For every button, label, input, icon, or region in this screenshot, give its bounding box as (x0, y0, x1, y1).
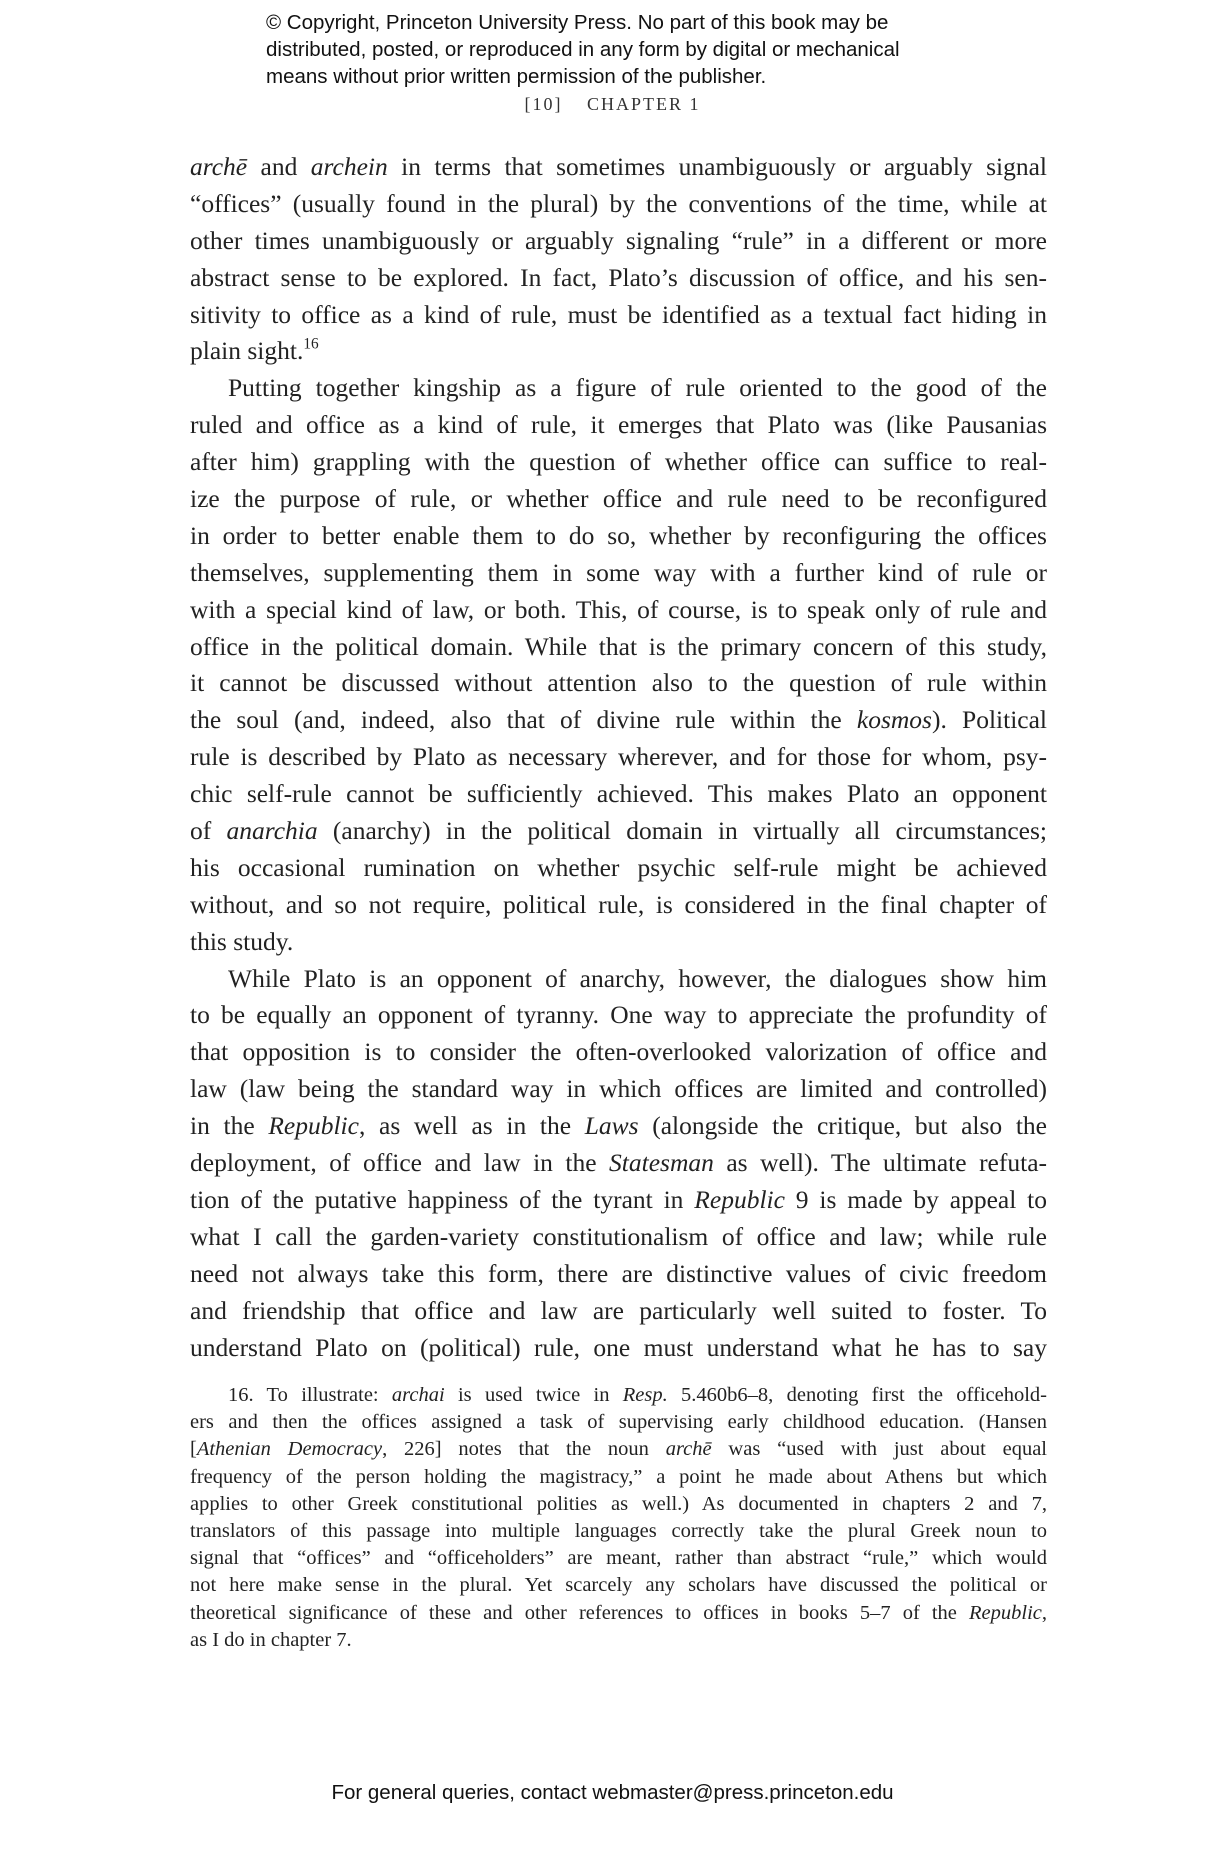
text-run[interactable]: in the (190, 1111, 269, 1141)
copyright-line: distributed, posted, or reproduced in any form by digital or mechanical (266, 37, 900, 61)
text-run[interactable]: as well). The ultimate refuta- (713, 1148, 1048, 1178)
text-line (190, 887, 1047, 924)
text-run[interactable]: office in the political domain. While that is the primary concern of this study, (190, 631, 1047, 661)
text-line (190, 1572, 1047, 1599)
text-run[interactable]: 16. To illustrate: (228, 1384, 392, 1406)
text-line (190, 961, 1047, 998)
text-line (190, 1293, 1047, 1330)
text-line (190, 1071, 1047, 1108)
text-line (190, 555, 1047, 592)
footnote-ref[interactable]: 16 (303, 335, 319, 353)
text-run[interactable]: , 226] notes that the noun (382, 1438, 666, 1461)
text-run[interactable]: rule is described by Plato as necessary wherever, and for those for whom, psy- (190, 742, 1047, 772)
text-line (190, 1409, 1047, 1436)
text-run[interactable]: While Plato is an opponent of anarchy, however, the dialogues show him (228, 963, 1047, 993)
copyright-line: © Copyright, Princeton University Press. No part of this book may be (266, 11, 889, 34)
text-line (190, 149, 1047, 186)
text-line (190, 1108, 1047, 1145)
text-line (190, 1518, 1047, 1545)
text-run[interactable]: deployment, of office and law in the (190, 1148, 610, 1178)
text-line (190, 1256, 1047, 1293)
text-line (190, 186, 1047, 223)
text-run[interactable]: without, and so not require, political rule, is considered in the final chapter of (190, 889, 1047, 919)
footnotes (190, 1382, 1047, 1654)
text-run[interactable]: chic self-rule cannot be sufficiently achieved. This makes Plato an opponent (190, 779, 1047, 809)
text-run[interactable]: abstract sense to be explored. In fact, Plato’s discussion of office, and his sen- (190, 262, 1047, 292)
text-line (190, 1545, 1047, 1572)
italic-text: archein (310, 152, 388, 181)
text-run[interactable]: the soul (and, indeed, also that of divine rule within the (190, 705, 857, 735)
text-line (190, 924, 1047, 961)
text-run[interactable]: , (1041, 1601, 1047, 1624)
text-run[interactable]: after him) grappling with the question of whether office can suffice to real- (190, 447, 1047, 477)
text-run[interactable]: ize the purpose of rule, or whether office and rule need to be reconfigured (190, 484, 1047, 514)
text-line (190, 1491, 1047, 1518)
text-run[interactable]: 9 is made by appeal to (784, 1184, 1047, 1214)
text-run[interactable]: (anarchy) in the political domain in virtually all circumstances; (317, 816, 1047, 846)
text-line (190, 223, 1047, 260)
text-line (190, 1034, 1047, 1071)
text-line (190, 592, 1047, 629)
text-run[interactable]: with a special kind of law, or both. This, of course, is to speak only of rule and (190, 594, 1047, 624)
copyright-line: means without prior written permission of the publisher. (266, 64, 767, 88)
italic-text: Laws (584, 1111, 639, 1141)
text-run[interactable]: [ (190, 1438, 197, 1461)
text-run[interactable]: in order to better enable them to do so, whether by reconfiguring the offices (190, 520, 1047, 550)
italic-text: kosmos (856, 705, 932, 735)
text-run[interactable]: translators of this passage into multiple languages correctly take the plural Greek noun to (190, 1519, 1047, 1542)
text-run[interactable]: , as well as in the (358, 1111, 585, 1141)
text-line (190, 850, 1047, 887)
footnote (190, 1382, 1047, 1654)
text-run[interactable]: 5.460b6–8, denoting first the officehold- (667, 1384, 1047, 1406)
text-line (190, 260, 1047, 297)
text-line (190, 665, 1047, 702)
text-run[interactable]: applies to other Greek constitutional polities as well.) As documented in chapters 2 and 7, (190, 1492, 1047, 1515)
paragraph (190, 370, 1047, 960)
text-run[interactable]: “offices” (usually found in the plural) by the conventions of the time, while at (190, 188, 1047, 218)
text-run[interactable]: what I call the garden-variety constitutionalism of office and law; while rule (190, 1221, 1047, 1251)
paragraph (190, 961, 1047, 1367)
italic-text: Statesman (609, 1148, 714, 1178)
text-line (190, 1382, 1047, 1409)
text-run[interactable]: Putting together kingship as a figure of rule oriented to the good of the (228, 373, 1047, 403)
footer-contact: For general queries, contact webmaster@press.princeton.edu (331, 1781, 894, 1804)
running-head (0, 94, 1225, 115)
text-run[interactable]: ). Political (931, 705, 1048, 735)
text-run[interactable]: sitivity to office as a kind of rule, must be identified as a textual fact hiding in (190, 299, 1047, 329)
text-run[interactable]: themselves, supplementing them in some way with a further kind of rule or (190, 557, 1047, 587)
text-line (190, 1627, 1047, 1654)
text-line (190, 333, 1047, 370)
text-run[interactable]: is used twice in (444, 1384, 623, 1406)
italic-text: Republic (694, 1184, 785, 1214)
text-line (190, 1600, 1047, 1627)
text-run[interactable]: and friendship that office and law are particularly well suited to foster. To (190, 1295, 1047, 1325)
text-line (190, 776, 1047, 813)
text-line (190, 997, 1047, 1034)
text-run[interactable]: was “used with just about equal (711, 1438, 1047, 1461)
text-line (190, 813, 1047, 850)
text-run[interactable]: signal that “offices” and “officeholders” are meant, rather than abstract “rule,” which would (190, 1547, 1047, 1570)
text-run[interactable]: of (190, 816, 227, 846)
italic-text: anarchia (226, 816, 318, 846)
body-text (190, 149, 1047, 1366)
text-line (190, 407, 1047, 444)
paragraph (190, 149, 1047, 370)
text-run[interactable]: in terms that sometimes unambiguously or arguably signal (387, 152, 1047, 181)
chapter-label: CHAPTER 1 (586, 94, 701, 114)
text-run[interactable]: to be equally an opponent of tyranny. One way to appreciate the profundity of (190, 1000, 1047, 1030)
text-run[interactable]: his occasional rumination on whether psychic self-rule might be achieved (190, 852, 1047, 882)
text-run[interactable]: theoretical significance of these and other references to offices in books 5–7 of the (190, 1601, 969, 1624)
italic-text: archai (391, 1384, 445, 1406)
text-run[interactable]: need not always take this form, there are distinctive values of civic freedom (190, 1258, 1047, 1288)
text-line (190, 739, 1047, 776)
text-run[interactable]: it cannot be discussed without attention also to the question of rule within (190, 668, 1047, 698)
text-run[interactable]: and (247, 152, 311, 181)
text-line (190, 1145, 1047, 1182)
copyright-notice (266, 10, 1026, 90)
text-line (190, 370, 1047, 407)
text-run[interactable]: tion of the putative happiness of the tyrant in (190, 1184, 695, 1214)
text-run[interactable]: other times unambiguously or arguably signaling “rule” in a different or more (190, 225, 1047, 255)
text-run[interactable]: understand Plato on (political) rule, one must understand what he has to say (190, 1332, 1047, 1362)
text-line (190, 518, 1047, 555)
text-run[interactable]: (alongside the critique, but also the (638, 1111, 1048, 1141)
text-run[interactable]: law (law being the standard way in which offices are limited and controlled) (190, 1074, 1047, 1104)
text-run[interactable]: as I do in chapter 7. (190, 1628, 352, 1651)
text-run[interactable]: plain sight. (190, 336, 304, 366)
text-line (190, 629, 1047, 666)
text-run[interactable]: this study. (190, 926, 294, 956)
text-run[interactable]: that opposition is to consider the often-overlooked valorization of office and (190, 1037, 1047, 1067)
text-run[interactable]: frequency of the person holding the magistracy,” a point he made about Athens but which (190, 1465, 1047, 1488)
text-line (190, 1330, 1047, 1367)
italic-text: Resp. (622, 1384, 668, 1406)
text-run[interactable]: not here make sense in the plural. Yet scarcely any scholars have discussed the political or (190, 1574, 1047, 1597)
italic-text: Athenian Democracy (196, 1438, 383, 1461)
text-line (190, 444, 1047, 481)
italic-text: archē (665, 1438, 712, 1461)
text-line (190, 1182, 1047, 1219)
text-line (190, 1436, 1047, 1463)
text-line (190, 481, 1047, 518)
text-line (190, 1464, 1047, 1491)
text-line (190, 1219, 1047, 1256)
text-run[interactable]: ruled and office as a kind of rule, it emerges that Plato was (like Pausanias (190, 410, 1047, 440)
page-number: [10] (524, 94, 563, 114)
italic-text: Republic (969, 1601, 1042, 1624)
italic-text: archē (190, 152, 248, 181)
text-line (190, 297, 1047, 334)
text-run[interactable]: ers and then the offices assigned a task of supervising early childhood education. (Hansen (190, 1411, 1047, 1434)
text-line (190, 702, 1047, 739)
italic-text: Republic (268, 1111, 359, 1141)
